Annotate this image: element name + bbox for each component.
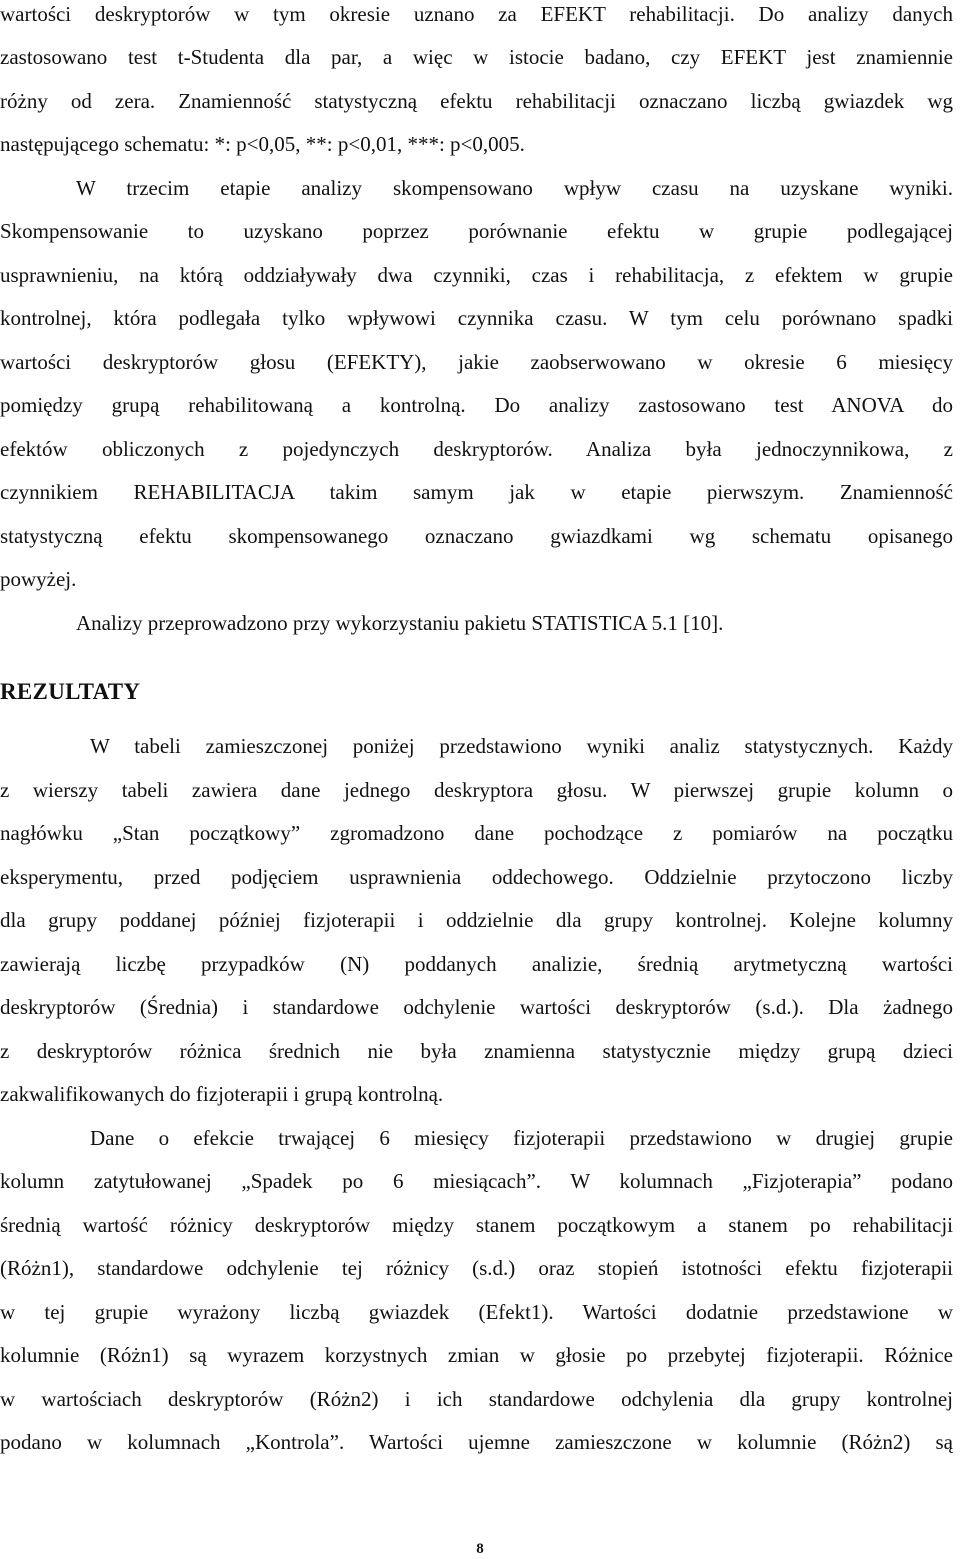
text-line: statystyczną efektu skompensowanego oznaczano gwiazdkami wg schematu opisanego	[0, 524, 953, 548]
text-line: Analizy przeprowadzono przy wykorzystaniu pakietu STATISTICA 5.1 [10].	[76, 611, 724, 635]
text-line: zakwalifikowanych do fizjoterapii i grupą kontrolną.	[0, 1082, 444, 1106]
text-line: nagłówku „Stan początkowy” zgromadzono dane pochodzące z pomiarów na początku	[0, 821, 953, 845]
text-line: w wartościach deskryptorów (Różn2) i ich standardowe odchylenia dla grupy kontrolnej	[0, 1387, 953, 1411]
text-line: kolumnie (Różn1) są wyrazem korzystnych zmian w głosie po przebytej fizjoterapii. Różnice	[0, 1343, 953, 1367]
text-line: usprawnieniu, na którą oddziaływały dwa czynniki, czas i rehabilitacja, z efektem w grupie	[0, 263, 953, 287]
text-line: efektów obliczonych z pojedynczych deskryptorów. Analiza była jednoczynnikowa, z	[0, 437, 953, 461]
text-line: wartości deskryptorów w tym okresie uznano za EFEKT rehabilitacji. Do analizy danych	[0, 2, 953, 26]
text-line: wartości deskryptorów głosu (EFEKTY), jakie zaobserwowano w okresie 6 miesięcy	[0, 350, 953, 374]
section-heading: REZULTATY	[0, 679, 141, 704]
text-line: Dane o efekcie trwającej 6 miesięcy fizjoterapii przedstawiono w drugiej grupie	[90, 1126, 953, 1150]
text-line: eksperymentu, przed podjęciem usprawnienia oddechowego. Oddzielnie przytoczono liczby	[0, 865, 953, 889]
text-line: zawierają liczbę przypadków (N) poddanych analizie, średnią arytmetyczną wartości	[0, 952, 953, 976]
text-line: deskryptorów (Średnia) i standardowe odchylenie wartości deskryptorów (s.d.). Dla żadnego	[0, 995, 953, 1019]
text-line: zastosowano test t-Studenta dla par, a więc w istocie badano, czy EFEKT jest znamiennie	[0, 45, 953, 69]
text-line: podano w kolumnach „Kontrola”. Wartości ujemne zamieszczone w kolumnie (Różn2) są	[0, 1430, 953, 1454]
text-line: w tej grupie wyrażony liczbą gwiazdek (Efekt1). Wartości dodatnie przedstawione w	[0, 1300, 953, 1324]
text-line: kontrolnej, która podlegała tylko wpływowi czynnika czasu. W tym celu porównano spadki	[0, 306, 953, 330]
text-line: średnią wartość różnicy deskryptorów między stanem początkowym a stanem po rehabilitacji	[0, 1213, 953, 1237]
text-line: kolumn zatytułowanej „Spadek po 6 miesiącach”. W kolumnach „Fizjoterapia” podano	[0, 1169, 953, 1193]
text-line: następującego schematu: *: p<0,05, **: p<0,01, ***: p<0,005.	[0, 132, 525, 156]
text-line: (Różn1), standardowe odchylenie tej różnicy (s.d.) oraz stopień istotności efektu fizjoterapii	[0, 1256, 953, 1280]
text-line: dla grupy poddanej później fizjoterapii i oddzielnie dla grupy kontrolnej. Kolejne kolumny	[0, 908, 953, 932]
page-number: 8	[476, 1541, 484, 1557]
text-line: Skompensowanie to uzyskano poprzez porównanie efektu w grupie podlegającej	[0, 219, 953, 243]
text-line: różny od zera. Znamienność statystyczną efektu rehabilitacji oznaczano liczbą gwiazdek wg	[0, 89, 953, 113]
text-line: z wierszy tabeli zawiera dane jednego deskryptora głosu. W pierwszej grupie kolumn o	[0, 778, 953, 802]
text-line: powyżej.	[0, 567, 77, 591]
text-line: czynnikiem REHABILITACJA takim samym jak w etapie pierwszym. Znamienność	[0, 480, 953, 504]
text-line: pomiędzy grupą rehabilitowaną a kontrolną. Do analizy zastosowano test ANOVA do	[0, 393, 953, 417]
text-line: W trzecim etapie analizy skompensowano wpływ czasu na uzyskane wyniki.	[76, 176, 953, 200]
text-line: z deskryptorów różnica średnich nie była znamienna statystycznie między grupą dzieci	[0, 1039, 953, 1063]
text-line: W tabeli zamieszczonej poniżej przedstawiono wyniki analiz statystycznych. Każdy	[90, 734, 953, 758]
